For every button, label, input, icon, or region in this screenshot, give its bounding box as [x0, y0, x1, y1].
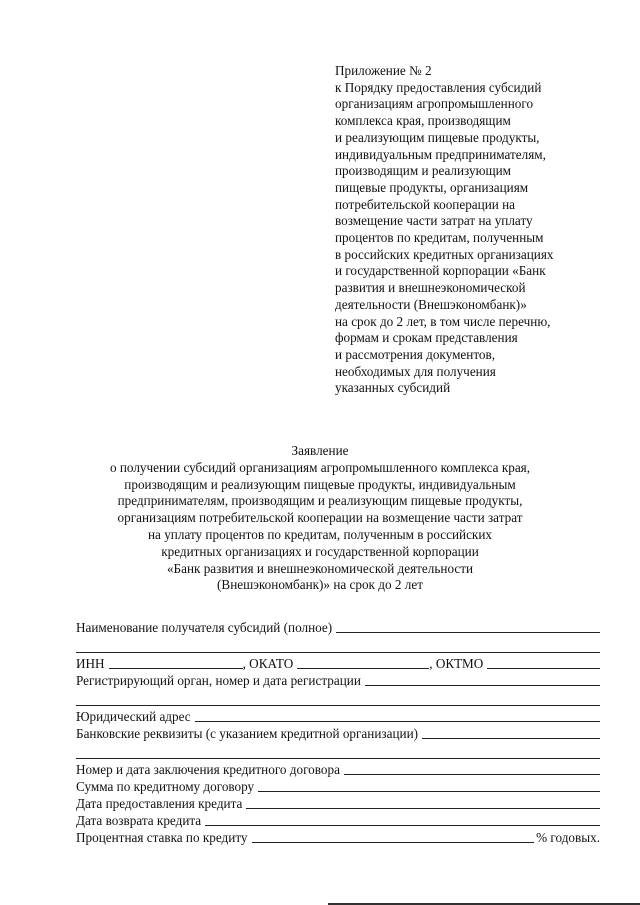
registration-continuation-field[interactable] — [76, 689, 600, 706]
credit-return-date-field[interactable] — [205, 824, 600, 826]
credit-amount-field[interactable] — [258, 790, 600, 792]
legal-address-label: Юридический адрес — [76, 709, 191, 724]
recipient-name-continuation-field[interactable] — [76, 636, 600, 653]
title-line: кредитных организациях и государственной корпорации — [161, 543, 479, 559]
title-line: производящим и реализующим пищевые продукты, индивидуальным — [124, 476, 516, 492]
interest-rate-suffix: % годовых. — [536, 830, 600, 845]
appendix-line: деятельности (Внешэкономбанк)» — [335, 296, 527, 312]
inn-field[interactable] — [109, 667, 243, 669]
appendix-line: индивидуальным предпринимателям, — [335, 146, 546, 162]
credit-agreement-row — [76, 761, 600, 778]
oktmo-field[interactable] — [487, 667, 600, 669]
recipient-name-row — [76, 619, 600, 636]
appendix-line: возмещение части затрат на уплату — [335, 213, 533, 229]
credit-issue-date-label: Дата предоставления кредита — [76, 796, 243, 811]
title-line: организациям потребительской кооперации на возмещение части затрат — [117, 510, 523, 526]
credit-amount-row — [76, 778, 600, 795]
legal-address-row — [76, 708, 600, 725]
title-line: «Банк развития и внешнеэкономической деятельности — [166, 560, 474, 576]
bank-details-continuation-field[interactable] — [76, 742, 600, 759]
title-heading: Заявление — [291, 443, 349, 458]
title-line: (Внешэкономбанк)» на срок до 2 лет — [217, 577, 423, 593]
credit-agreement-label: Номер и дата заключения кредитного договора — [76, 762, 340, 777]
legal-address-field[interactable] — [195, 720, 600, 722]
appendix-line: производящим и реализующим — [335, 163, 511, 179]
credit-return-date-label: Дата возврата кредита — [76, 813, 202, 828]
recipient-name-label: Наименование получателя субсидий (полное) — [76, 620, 333, 635]
bank-details-field[interactable] — [422, 737, 600, 739]
registration-label: Регистрирующий орган, номер и дата регистрации — [76, 673, 361, 688]
appendix-line: к Порядку предоставления субсидий — [335, 79, 542, 95]
title-line: о получении субсидий организациям агропромышленного комплекса края, — [109, 459, 531, 475]
appendix-header — [335, 63, 625, 397]
inn-label: ИНН — [76, 656, 105, 671]
registration-field[interactable] — [365, 684, 600, 686]
interest-rate-row — [76, 829, 600, 846]
appendix-line: процентов по кредитам, полученным — [335, 230, 544, 246]
title-line: предпринимателям, производящим и реализующим пищевые продукты, — [117, 493, 523, 509]
credit-issue-date-row — [76, 795, 600, 812]
registration-row — [76, 672, 600, 689]
appendix-line: и реализующим пищевые продукты, — [335, 129, 540, 145]
okato-label: , ОКАТО — [242, 656, 294, 671]
application-form — [76, 619, 600, 846]
appendix-line: и государственной корпорации «Банк — [335, 263, 546, 279]
interest-rate-label: Процентная ставка по кредиту — [76, 830, 248, 845]
credit-issue-date-field[interactable] — [246, 807, 600, 809]
bank-details-label: Банковские реквизиты (с указанием кредитной организации) — [76, 726, 419, 741]
appendix-line: Приложение № 2 — [335, 63, 432, 78]
appendix-line: на срок до 2 лет, в том числе перечню, — [335, 313, 551, 329]
bank-details-row — [76, 725, 600, 742]
interest-rate-field[interactable] — [252, 841, 535, 843]
appendix-line: формам и срокам представления — [335, 330, 518, 346]
appendix-line: организациям агропромышленного — [335, 96, 534, 112]
inn-okato-oktmo-row — [76, 655, 600, 672]
appendix-line: необходимых для получения — [335, 363, 496, 379]
credit-amount-label: Сумма по кредитному договору — [76, 779, 255, 794]
appendix-line: и рассмотрения документов, — [335, 346, 496, 362]
appendix-line: развития и внешнеэкономической — [335, 280, 526, 296]
appendix-line: пищевые продукты, организациям — [335, 179, 529, 195]
credit-agreement-field[interactable] — [344, 773, 600, 775]
recipient-name-field[interactable] — [336, 631, 600, 633]
application-title — [0, 443, 640, 594]
title-line: на уплату процентов по кредитам, полученным в российских — [148, 526, 492, 542]
appendix-line: комплекса края, производящим — [335, 113, 511, 129]
oktmo-label: , ОКТМО — [429, 656, 484, 671]
appendix-line: потребительской кооперации на — [335, 196, 516, 212]
credit-return-date-row — [76, 812, 600, 829]
appendix-line: в российских кредитных организациях — [335, 246, 554, 262]
okato-field[interactable] — [297, 667, 429, 669]
appendix-line: указанных субсидий — [335, 380, 451, 396]
